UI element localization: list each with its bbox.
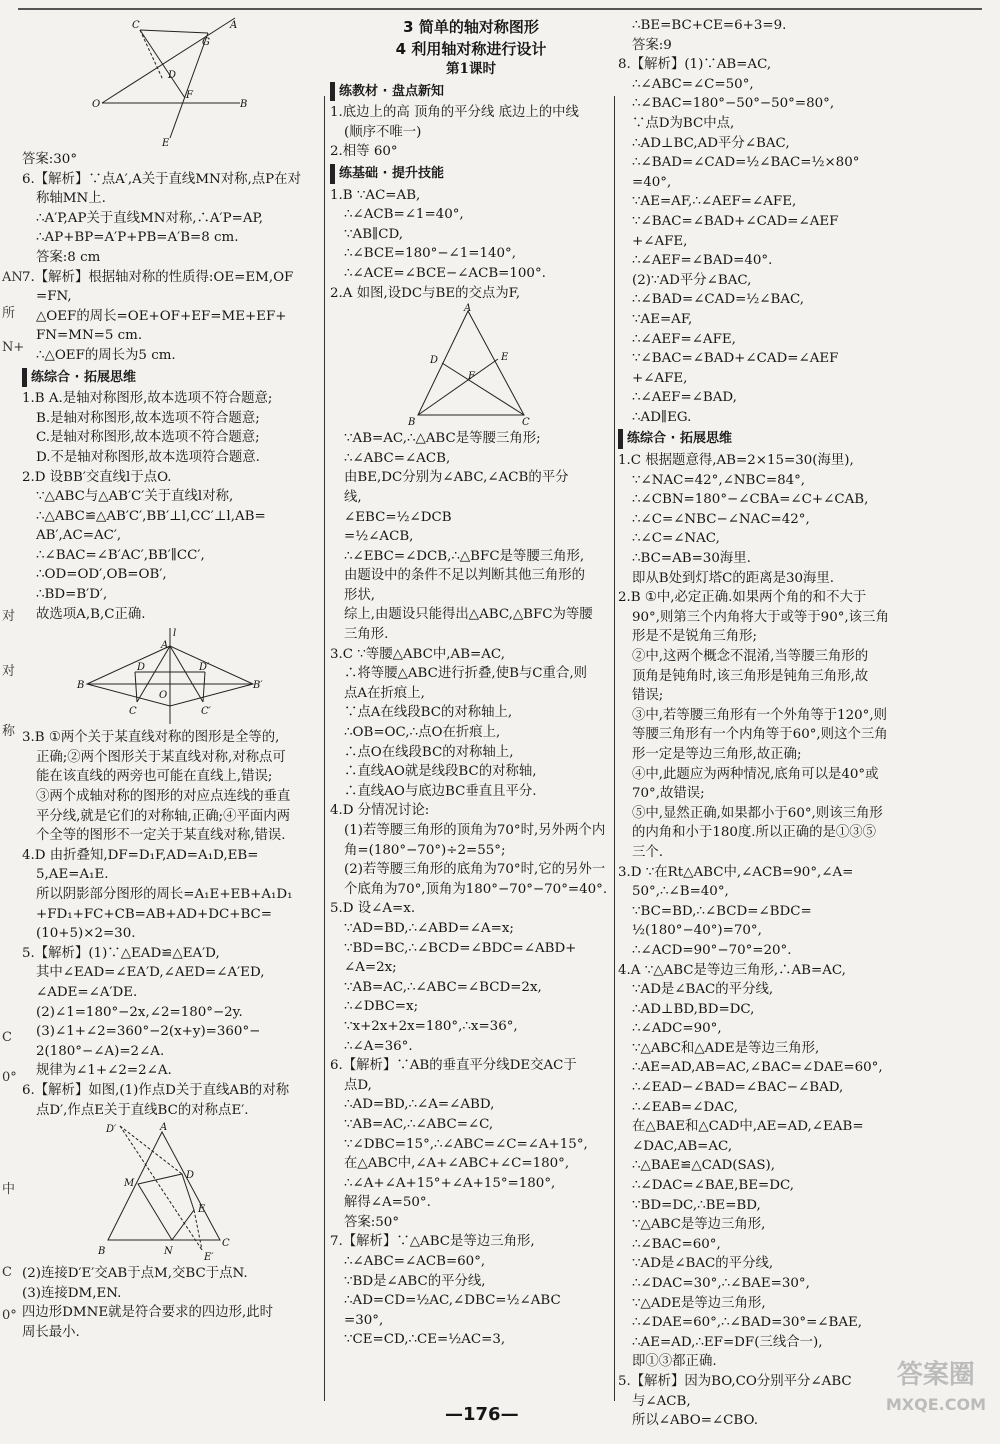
text-line: ∵AB∥CD, xyxy=(344,226,403,242)
margin-char: AN xyxy=(2,270,23,285)
text-line: 1.底边上的高 顶角的平分线 底边上的中线 xyxy=(330,105,579,121)
text-line: ⑤中,显然正确,如果都小于60°,则该三角形 xyxy=(632,805,883,821)
lesson-title: 3 简单的轴对称图形 xyxy=(403,18,539,36)
section-heading: 练基础 · 提升技能 xyxy=(330,164,612,184)
margin-char: C xyxy=(2,1265,12,1280)
text-line: ∵BC=BD,∴∠BCD=∠BDC= xyxy=(632,903,812,919)
figure-isosceles-triangle xyxy=(406,305,536,427)
text-line: ∵AE=AF,∴∠AEF=∠AFE, xyxy=(632,194,797,210)
fig-label: C xyxy=(132,20,140,31)
text-line: 答案:9 xyxy=(632,37,672,53)
text-line: 综上,由题设只能得出△ABC,△BFC为等腰 xyxy=(344,607,593,623)
text-line: 6.【解析】如图,(1)作点D关于直线AB的对称 xyxy=(22,1082,290,1098)
fig-label: C xyxy=(129,706,137,718)
fig-label: O xyxy=(159,690,168,702)
fig-label: C xyxy=(522,417,530,429)
text-line: ∵AD=BD,∴∠ABD=∠A=x; xyxy=(344,920,514,936)
text-line: ∵AB=AC,∴∠ABC=∠BCD=2x, xyxy=(344,979,542,995)
text-line: ∴∠C=∠NBC−∠NAC=42°, xyxy=(632,511,810,527)
text-line: 5,AE=A₁E. xyxy=(36,867,109,883)
column-divider xyxy=(614,96,615,1401)
margin-char: 对 xyxy=(2,664,16,679)
text-line: 其中∠EAD=∠EA′D,∠AED=∠A′ED, xyxy=(36,965,265,981)
site-watermark xyxy=(886,1360,986,1420)
text-line: 3.C ∵等腰△ABC中,AB=AC, xyxy=(330,646,505,662)
figure-angle-reflection xyxy=(90,18,250,148)
text-line: ∴∠ADC=90°, xyxy=(632,1021,722,1037)
margin-char: 0° xyxy=(2,1070,17,1085)
page-number: —176— xyxy=(445,1404,519,1425)
text-line: △OEF的周长=OE+OF+EF=ME+EF+ xyxy=(36,308,287,324)
text-line: 形状, xyxy=(344,587,376,603)
text-line: ∵△ABC和△ADE是等边三角形, xyxy=(632,1040,820,1056)
text-line: ∵AB=AC,∴∠ABC=∠C, xyxy=(344,1116,494,1132)
text-line: D.不是轴对称图形,故本选项符合题意. xyxy=(36,449,260,465)
text-line: 2.D 设BB′交直线l于点O. xyxy=(22,469,172,485)
text-line: 4.D 由折叠知,DF=D₁F,AD=A₁D,EB= xyxy=(22,847,259,863)
text-line: ∴∠BCE=180°−∠1=140°, xyxy=(344,246,517,262)
text-line: ∴∠ABC=∠ACB, xyxy=(344,450,451,466)
section-heading: 练综合 · 拓展思维 xyxy=(22,368,318,388)
fig-label: A xyxy=(161,640,169,652)
text-line: 规律为∠1+∠2=2∠A. xyxy=(36,1063,172,1079)
text-line: 2.B ①中,必定正确.如果两个角的和不大于 xyxy=(618,590,867,606)
column-divider xyxy=(324,96,325,1401)
fig-label: B xyxy=(98,1246,106,1258)
fig-label: O xyxy=(92,99,101,110)
text-line: 2.A 如图,设DC与BE的交点为F, xyxy=(330,285,521,301)
text-line: =30°, xyxy=(344,1312,384,1328)
text-line: 由BE,DC分别为∠ABC,∠ACB的平分 xyxy=(344,470,569,486)
text-line: 答案:50° xyxy=(344,1214,400,1230)
text-line: (顺序不唯一) xyxy=(344,124,422,140)
text-line: 点D, xyxy=(344,1077,372,1093)
text-line: 4.A ∵△ABC是等边三角形,∴AB=AC, xyxy=(618,962,846,978)
text-line: 四边形DMNE就是符合要求的四边形,此时 xyxy=(22,1305,274,1321)
text-line: =FN, xyxy=(36,289,72,305)
text-line: 2(180°−∠A)=2∠A. xyxy=(36,1043,165,1059)
text-line: 周长最小. xyxy=(22,1324,80,1340)
text-line: 平分线,就是它们的对称轴,正确;④平面内两 xyxy=(36,808,291,824)
margin-char: 0° xyxy=(2,1308,17,1323)
text-line: 4.D 分情况讨论: xyxy=(330,803,430,819)
text-line: ∵BD=DC,∴BE=BD, xyxy=(632,1197,761,1213)
text-line: ∠ADE=∠A′DE. xyxy=(36,984,138,1000)
text-line: ④中,此题应为两种情况,底角可以是40°或 xyxy=(632,766,879,782)
text-line: ∴∠ABC=∠C=50°, xyxy=(632,76,754,92)
text-line: ∴AE=AD,∴EF=DF(三线合一), xyxy=(632,1334,823,1350)
text-line: ∵∠BAC=∠BAD+∠CAD=∠AEF xyxy=(632,213,839,229)
text-line: (3)∠1+∠2=360°−2(x+y)=360°− xyxy=(36,1024,261,1040)
text-line: ∵AD是∠BAC的平分线, xyxy=(632,1256,774,1272)
text-line: ∴∠CBN=180°−∠CBA=∠C+∠CAB, xyxy=(632,492,869,508)
text-line: 顶角是钝角时,该三角形是钝角三角形,故 xyxy=(632,668,869,684)
text-line: (2)∵AD平分∠BAC, xyxy=(632,272,752,288)
text-line: 故选项A,B,C正确. xyxy=(36,606,146,622)
text-line: ∴∠ACE=∠BCE−∠ACB=100°. xyxy=(344,265,546,281)
text-line: 6.【解析】∵点A′,A关于直线MN对称,点P在对 xyxy=(22,171,301,187)
margin-char: 所 xyxy=(2,306,16,321)
text-line: ∠EBC=½∠DCB xyxy=(344,509,452,525)
text-line: 2.相等 60° xyxy=(330,144,398,160)
text-line: ∵点A在线段BC的对称轴上, xyxy=(344,705,513,721)
text-line: 三个. xyxy=(632,844,664,860)
text-line: ∴BD=B′D′, xyxy=(36,587,108,603)
text-line: 个全等的图形不一定关于某直线对称,错误. xyxy=(36,828,286,844)
text-line: ∵△ABC是等边三角形, xyxy=(632,1217,766,1233)
text-line: ∴∠EBC=∠DCB,∴△BFC是等腰三角形, xyxy=(344,548,585,564)
text-line: ∴∠ABC=∠ACB=60°, xyxy=(344,1254,486,1270)
text-line: 所以阴影部分图形的周长=A₁E+EB+A₁D₁ xyxy=(36,887,293,902)
text-line: 7.【解析】根据轴对称的性质得:OE=EM,OF xyxy=(22,269,294,285)
text-line: 由题设中的条件不足以判断其他三角形的 xyxy=(344,568,586,584)
text-line: +FD₁+FC+CB=AB+AD+DC+BC= xyxy=(36,906,273,922)
fig-label: D xyxy=(430,355,439,367)
text-line: ∴∠BAD=∠CAD=½∠BAC, xyxy=(632,292,805,308)
text-line: 6.【解析】∵AB的垂直平分线DE交AC于 xyxy=(330,1058,577,1074)
text-line: 1.B A.是轴对称图形,故本选项不符合题意; xyxy=(22,391,273,407)
text-line: ∴BC=AB=30海里. xyxy=(632,551,751,567)
text-line: 7.【解析】∵△ABC是等边三角形, xyxy=(330,1234,535,1250)
text-line: =½∠ACB, xyxy=(344,529,414,545)
fig-label: A xyxy=(160,1122,168,1134)
text-line: ∴∠A+∠A+15°+∠A+15°=180°, xyxy=(344,1175,556,1191)
fig-label: D′ xyxy=(199,662,210,674)
fig-label: E′ xyxy=(204,1252,214,1264)
text-line: 点A在折痕上, xyxy=(344,685,425,701)
text-line: 5.D 设∠A=x. xyxy=(330,901,416,917)
text-line: ∴AD=CD=½AC,∠DBC=½∠ABC xyxy=(344,1293,561,1309)
text-line: ∵AD是∠BAC的平分线, xyxy=(632,982,774,998)
text-line: ∴∠AEF=∠BAD, xyxy=(632,390,737,406)
text-line: ∴∠AEF=∠AFE, xyxy=(632,331,736,347)
lesson-subtitle: 第1课时 xyxy=(446,61,496,77)
text-line: 等腰三角形有一个内角等于60°,则这个三角 xyxy=(632,727,888,743)
text-line: ∵∠BAC=∠BAD+∠CAD=∠AEF xyxy=(632,351,839,367)
text-line: 能在该直线的两旁也可能在直线上,错误; xyxy=(36,769,273,785)
text-line: (2)连接D′E′交AB于点M,交BC于点N. xyxy=(22,1266,248,1282)
text-line: ∴直线AO就是线段BC的对称轴, xyxy=(344,764,537,780)
lesson-title: 4 利用轴对称进行设计 xyxy=(395,40,547,58)
text-line: ③两个成轴对称的图形的对应点连线的垂直 xyxy=(36,789,291,805)
section-heading: 练教材 · 盘点新知 xyxy=(330,82,612,102)
text-line: 在△BAE和△CAD中,AE=AD,∠EAB= xyxy=(632,1119,864,1135)
text-line: 3.D ∵在Rt△ABC中,∠ACB=90°,∠A= xyxy=(618,864,854,880)
text-line: ∴∠ACD=90°−70°=20°. xyxy=(632,942,792,958)
margin-char: 对 xyxy=(2,609,16,624)
fig-label: A xyxy=(464,303,472,315)
text-line: ∴∠BAC=∠B′AC′,BB′∥CC′, xyxy=(36,547,205,563)
text-line: ∴AD∥EG. xyxy=(632,409,692,425)
text-line: 答案:30° xyxy=(22,152,78,167)
text-line: ∵∠DBC=15°,∴∠ABC=∠C=∠A+15°, xyxy=(344,1136,588,1152)
figure-quadrilateral-dmne xyxy=(90,1122,250,1262)
text-line: ∠DAC,AB=AC, xyxy=(632,1138,733,1154)
text-line: ∴∠DAC=30°,∴∠BAE=30°, xyxy=(632,1276,810,1291)
fig-label: G xyxy=(202,37,210,48)
text-line: 即①③都正确. xyxy=(632,1354,717,1370)
text-line: 8.【解析】(1)∵AB=AC, xyxy=(618,57,772,73)
text-line: ∴AD⊥BD,BD=DC, xyxy=(632,1001,755,1017)
text-line: 个底角为70°,顶角为180°−70°−70°=40°. xyxy=(344,881,608,897)
text-line: ∵CE=CD,∴CE=½AC=3, xyxy=(344,1332,506,1348)
margin-char: C xyxy=(2,1030,12,1045)
fig-label: B xyxy=(77,680,85,692)
margin-char: 称 xyxy=(2,724,16,739)
text-line: 1.B ∵AC=AB, xyxy=(330,187,421,203)
text-line: ∵x+2x+2x=180°,∴x=36°, xyxy=(344,1018,518,1034)
text-line: (2)若等腰三角形的底角为70°时,它的另外一 xyxy=(344,862,606,878)
text-line: 正确;②两个图形关于某直线对称,对称点可 xyxy=(36,749,286,765)
text-line: ∵∠NAC=42°,∠NBC=84°, xyxy=(632,472,806,488)
text-line: 形是不是锐角三角形; xyxy=(632,629,758,645)
text-line: ∴点O在线段BC的对称轴上, xyxy=(344,744,514,760)
text-line: AB′,AC=AC′, xyxy=(36,528,122,544)
text-line: ∴∠A=36°. xyxy=(344,1038,413,1054)
text-line: (2)∠1=180°−2x,∠2=180°−2y. xyxy=(36,1004,243,1020)
text-line: ∴AD=BD,∴∠A=∠ABD, xyxy=(344,1097,495,1113)
text-line: ∴OB=OC,∴点O在折痕上, xyxy=(344,725,501,741)
text-line: ∴△ABC≌△AB′C′,BB′⊥l,CC′⊥l,AB= xyxy=(36,508,266,524)
text-line: ∴△OEF的周长为5 cm. xyxy=(36,347,176,363)
text-line: ½(180°−40°)=70°, xyxy=(632,923,762,939)
text-line: 的内角和小于180度.所以正确的是①③⑤ xyxy=(632,825,877,841)
fig-label: B xyxy=(240,99,248,110)
text-line: ∴AE=AD,AB=AC,∠BAC=∠DAE=60°, xyxy=(632,1060,883,1076)
text-line: 50°,∴∠B=40°, xyxy=(632,884,729,900)
text-line: 错误; xyxy=(632,688,664,704)
fig-label: D′ xyxy=(106,1124,117,1136)
text-line: ∴∠DBC=x; xyxy=(344,999,419,1015)
text-line: ∴A′P,AP关于直线MN对称,∴A′P=AP, xyxy=(36,210,264,226)
text-line: 线, xyxy=(344,489,362,505)
text-line: ∴OD=OD′,OB=OB′, xyxy=(36,567,167,583)
text-line: ∴∠DAC=∠BAE,BE=DC, xyxy=(632,1178,794,1194)
text-line: 1.C 根据题意得,AB=2×15=30(海里), xyxy=(618,453,854,469)
text-line: ∴∠EAD−∠BAD=∠BAC−∠BAD, xyxy=(632,1080,844,1096)
text-line: 所以∠ABO=∠CBO. xyxy=(632,1413,758,1429)
top-rule xyxy=(18,8,982,10)
text-line: ∴∠AEF=∠BAD=40°. xyxy=(632,253,773,269)
text-line: ∴∠C=∠NAC, xyxy=(632,531,720,547)
fig-label: E xyxy=(162,138,170,149)
text-line: 答案:8 cm xyxy=(36,249,101,265)
fig-label: l xyxy=(173,628,177,640)
watermark-url: MXQE.COM xyxy=(885,1395,986,1414)
column-right xyxy=(618,16,914,1429)
text-line: ∴∠DAE=60°,∴∠BAD=30°=∠BAE, xyxy=(632,1315,863,1331)
text-line: 5.【解析】因为BO,CO分别平分∠ABC xyxy=(618,1373,852,1389)
margin-char: 中 xyxy=(2,1182,16,1197)
text-line: ∵AE=AF, xyxy=(632,311,693,327)
left-margin-strip xyxy=(0,40,25,1420)
text-line: ∴∠BAD=∠CAD=½∠BAC=½×80° xyxy=(632,155,860,171)
text-line: ∠A=2x; xyxy=(344,960,397,976)
text-line: 解得∠A=50°. xyxy=(344,1195,431,1211)
text-line: ∵AB=AC,∴△ABC是等腰三角形; xyxy=(344,431,541,447)
text-line: FN=MN=5 cm. xyxy=(36,328,143,344)
fig-label: C′ xyxy=(201,706,211,718)
text-line: 即从B处到灯塔C的距离是30海里. xyxy=(632,570,835,586)
text-line: 70°,故错误; xyxy=(632,786,705,802)
watermark-logo-text: 答案圈 xyxy=(896,1360,975,1390)
fig-label: F xyxy=(186,90,193,101)
margin-char: N+ xyxy=(2,340,25,355)
text-line: =40°, xyxy=(632,174,672,190)
text-line: 称轴MN上. xyxy=(36,191,106,207)
text-line: ∵BD=BC,∴∠BCD=∠BDC=∠ABD+ xyxy=(344,940,577,956)
text-line: ∴∠BAC=60°, xyxy=(632,1236,721,1252)
fig-label: B xyxy=(408,417,416,429)
text-line: ∴将等腰△ABC进行折叠,使B与C重合,则 xyxy=(344,666,587,682)
fig-label: E xyxy=(501,352,509,364)
fig-label: F xyxy=(468,371,475,383)
text-line: 在△ABC中,∠A+∠ABC+∠C=180°, xyxy=(344,1156,570,1172)
fig-label: M xyxy=(124,1178,135,1190)
text-line: ∴BE=BC+CE=6+3=9. xyxy=(632,18,787,33)
text-line: (10+5)×2=30. xyxy=(36,926,136,942)
text-line: 角=(180°−70°)÷2=55°; xyxy=(344,842,506,858)
text-line: (3)连接DM,EN. xyxy=(22,1285,122,1301)
text-line: ∴△BAE≌△CAD(SAS), xyxy=(632,1158,775,1174)
text-line: 形一定是等边三角形,故正确; xyxy=(632,746,802,762)
fig-label: D xyxy=(137,662,146,674)
figure-kite-symmetry xyxy=(75,626,265,726)
text-line: ③中,若等腰三角形有一个外角等于120°,则 xyxy=(632,707,888,723)
fig-label: C xyxy=(222,1238,230,1250)
section-heading: 练综合 · 拓展思维 xyxy=(618,429,914,449)
text-line: 90°,则第三个内角将大于或等于90°,该三角 xyxy=(632,609,889,625)
text-line: +∠AFE, xyxy=(632,370,688,386)
text-line: (1)若等腰三角形的顶角为70°时,另外两个内 xyxy=(344,823,606,838)
fig-label: N xyxy=(164,1246,173,1258)
text-line: 点D′,作点E关于直线BC的对称点E′. xyxy=(36,1102,249,1118)
column-middle xyxy=(330,16,612,1404)
fig-label: D xyxy=(186,1170,195,1182)
fig-label: A xyxy=(230,20,238,31)
text-line: ∵BD是∠ABC的平分线, xyxy=(344,1273,486,1289)
text-line: ∴∠EAB=∠DAC, xyxy=(632,1099,738,1115)
text-line: ∴AP+BP=A′P+PB=A′B=8 cm. xyxy=(36,230,239,246)
text-line: ∴∠ACB=∠1=40°, xyxy=(344,207,464,223)
text-line: ∴∠BAC=180°−50°−50°=80°, xyxy=(632,96,835,112)
fig-label: B′ xyxy=(253,680,263,692)
fig-label: D xyxy=(168,70,177,81)
text-line: ∴AD⊥BC,AD平分∠BAC, xyxy=(632,135,790,151)
text-line: C.是轴对称图形,故本选项不符合题意; xyxy=(36,430,260,446)
column-left xyxy=(22,16,318,1404)
fig-label: E xyxy=(198,1204,206,1216)
text-line: 5.【解析】(1)∵△EAD≌△EA′D, xyxy=(22,945,220,961)
text-line: ∵点D为BC中点, xyxy=(632,115,735,131)
text-line: ∵△ADE是等边三角形, xyxy=(632,1295,766,1311)
text-line: +∠AFE, xyxy=(632,233,688,249)
text-line: 3.B ①两个关于某直线对称的图形是全等的, xyxy=(22,730,280,746)
text-line: B.是轴对称图形,故本选项不符合题意; xyxy=(36,410,260,426)
text-line: 与∠ACB, xyxy=(632,1393,691,1409)
text-line: ②中,这两个概念不混淆,当等腰三角形的 xyxy=(632,649,869,664)
text-line: ∵△ABC与△AB′C′关于直线l对称, xyxy=(36,489,234,505)
text-line: ∴直线AO与底边BC垂直且平分. xyxy=(344,783,537,799)
text-line: 三角形. xyxy=(344,627,389,643)
